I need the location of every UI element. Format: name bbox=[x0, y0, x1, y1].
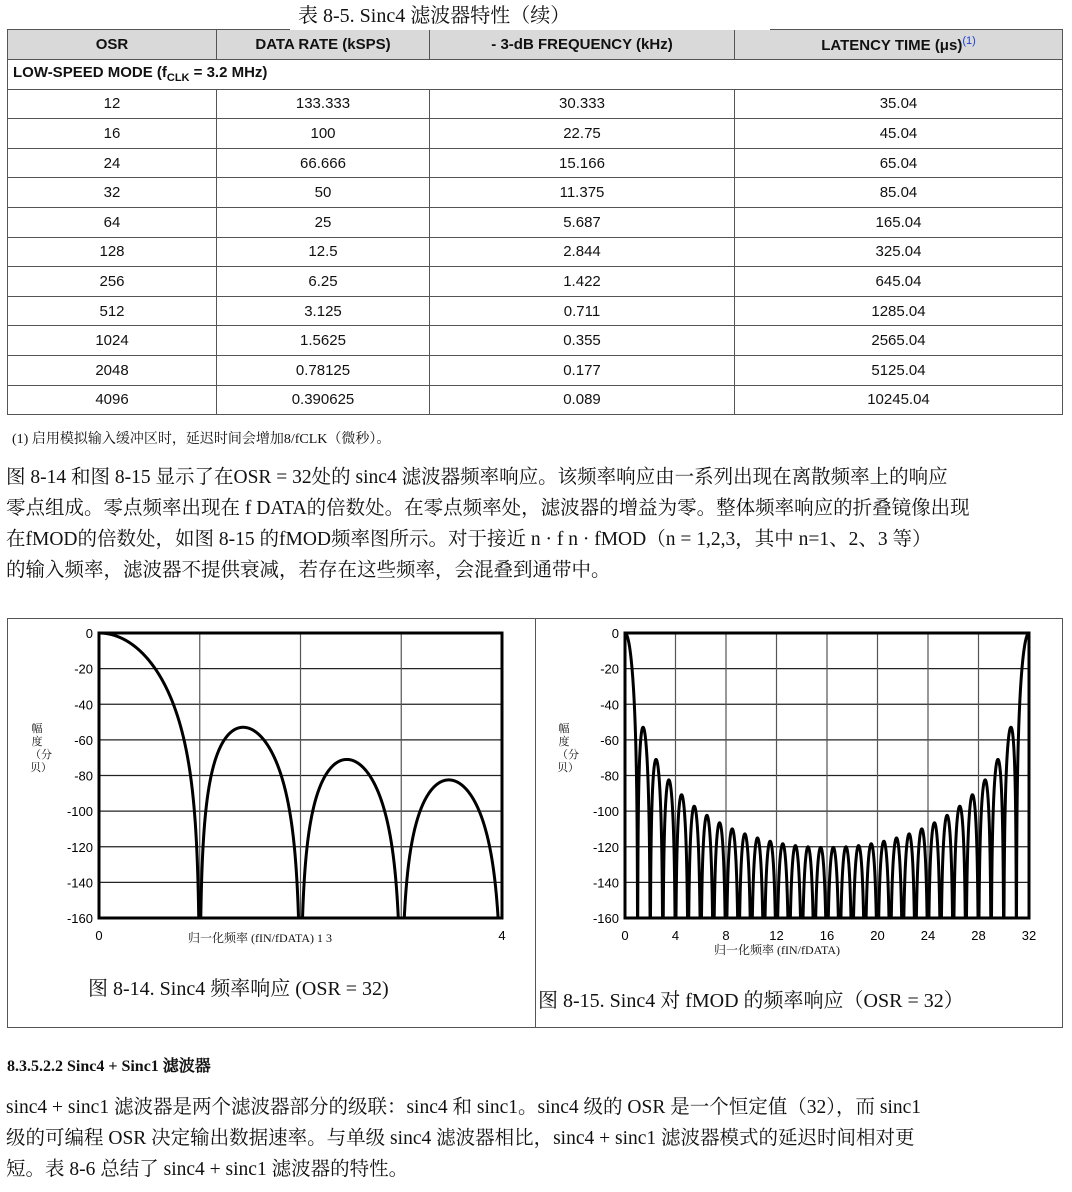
x-tick-label: 0 bbox=[621, 928, 629, 943]
table-row bbox=[8, 385, 1063, 415]
table-cell: 25 bbox=[217, 207, 430, 237]
chart-fig-8-14 bbox=[0, 620, 535, 950]
chart-fig-8-15 bbox=[536, 620, 1072, 950]
table-cell: 100 bbox=[217, 119, 430, 149]
table-row bbox=[8, 237, 1063, 267]
figure-caption: 图 8-15. Sinc4 对 fMOD 的频率响应（OSR = 32） bbox=[538, 990, 964, 1012]
y-tick-label: -100 bbox=[592, 804, 619, 820]
x-axis-label: 归一化频率 (fIN/fDATA) 1 3 bbox=[188, 931, 333, 945]
table-row bbox=[8, 296, 1063, 326]
paragraph-frequency-response bbox=[6, 462, 1068, 586]
figure-caption: 图 8-14. Sinc4 频率响应 (OSR = 32) bbox=[88, 978, 389, 1000]
table-cell: 0.711 bbox=[430, 296, 735, 326]
y-tick-label: -160 bbox=[592, 911, 619, 926]
table-cell: 65.04 bbox=[735, 148, 1063, 178]
sinc4-spec-table bbox=[7, 29, 1063, 415]
table-cell: 45.04 bbox=[735, 119, 1063, 149]
table-cell: 12.5 bbox=[217, 237, 430, 267]
table-cell: 35.04 bbox=[735, 89, 1063, 119]
header-latency-label: LATENCY TIME (μs) bbox=[821, 37, 963, 54]
y-tick-label: -100 bbox=[66, 804, 93, 820]
y-tick-label: -140 bbox=[592, 875, 619, 891]
table-cell: 1285.04 bbox=[735, 296, 1063, 326]
table-cell: 256 bbox=[8, 267, 217, 297]
y-tick-label: -80 bbox=[74, 768, 93, 784]
table-cell: 128 bbox=[8, 237, 217, 267]
table-row bbox=[8, 355, 1063, 385]
y-tick-label: -40 bbox=[600, 697, 619, 713]
y-tick-label: -120 bbox=[592, 839, 619, 855]
table-cell: 11.375 bbox=[430, 178, 735, 208]
table-cell: 5125.04 bbox=[735, 355, 1063, 385]
x-tick-label: 20 bbox=[870, 928, 885, 943]
table-cell: 30.333 bbox=[430, 89, 735, 119]
x-tick-label: 4 bbox=[498, 928, 506, 943]
mode-label: LOW-SPEED MODE ($f_{CLK} = 3.2$ MHz) bbox=[8, 60, 1063, 90]
paragraph-sinc4-sinc1 bbox=[6, 1092, 1068, 1185]
table-cell: 24 bbox=[8, 148, 217, 178]
table-cell: 15.166 bbox=[430, 148, 735, 178]
table-cell: 2.844 bbox=[430, 237, 735, 267]
table-cell: 0.089 bbox=[430, 385, 735, 415]
table-cell: 325.04 bbox=[735, 237, 1063, 267]
header-latency bbox=[735, 30, 1063, 60]
table-footnote: (1) 启用模拟输入缓冲区时，延迟时间会增加8/fCLK（微秒）。 bbox=[12, 432, 391, 447]
table-cell: 85.04 bbox=[735, 178, 1063, 208]
x-tick-label: 28 bbox=[971, 928, 986, 943]
table-title: 表 8-5. Sinc4 滤波器特性（续） bbox=[290, 2, 770, 30]
table-cell: 50 bbox=[217, 178, 430, 208]
table-cell: 165.04 bbox=[735, 207, 1063, 237]
table-cell: 66.666 bbox=[217, 148, 430, 178]
table-header-row bbox=[8, 30, 1063, 60]
y-axis-label: 幅度（分贝） bbox=[30, 722, 52, 774]
table-cell: 32 bbox=[8, 178, 217, 208]
paragraph-line: 的输入频率，滤波器不提供衰减，若存在这些频率，会混叠到通带中。 bbox=[6, 560, 611, 581]
table-cell: 0.355 bbox=[430, 326, 735, 356]
y-tick-label: 0 bbox=[85, 626, 93, 641]
x-tick-label: 32 bbox=[1021, 928, 1037, 943]
x-tick-label: 0 bbox=[95, 928, 103, 943]
y-axis-label: 幅度（分贝） bbox=[557, 722, 579, 774]
table-row bbox=[8, 89, 1063, 119]
table-cell: 133.333 bbox=[217, 89, 430, 119]
x-tick-label: 12 bbox=[769, 928, 784, 943]
section-heading: 8.3.5.2.2 Sinc4 + Sinc1 滤波器 bbox=[7, 1058, 211, 1075]
y-tick-label: -20 bbox=[600, 661, 619, 677]
x-tick-label: 4 bbox=[671, 928, 680, 943]
table-cell: 0.390625 bbox=[217, 385, 430, 415]
table-row bbox=[8, 207, 1063, 237]
header-data-rate: DATA RATE (kSPS) bbox=[217, 30, 430, 60]
paragraph-line: 在fMOD的倍数处，如图 8-15 的fMOD频率图所示。对于接近 n · f n · fMOD（n = 1,2,3，其中 n=1、2、3 等） bbox=[6, 529, 932, 550]
table-cell: 4096 bbox=[8, 385, 217, 415]
x-axis-label: 归一化频率 (fIN/fDATA) bbox=[714, 943, 841, 957]
y-tick-label: -20 bbox=[74, 661, 93, 677]
table-row bbox=[8, 148, 1063, 178]
x-tick-label: 24 bbox=[920, 928, 936, 943]
table-cell: 1.5625 bbox=[217, 326, 430, 356]
paragraph-line: 级的可编程 OSR 决定输出数据速率。与单级 sinc4 滤波器相比，sinc4 + sinc1 滤波器模式的延迟时间相对更 bbox=[6, 1128, 915, 1149]
x-tick-label: 8 bbox=[722, 928, 730, 943]
table-cell: 6.25 bbox=[217, 267, 430, 297]
x-tick-label: 16 bbox=[819, 928, 835, 943]
table-cell: 3.125 bbox=[217, 296, 430, 326]
table-cell: 0.177 bbox=[430, 355, 735, 385]
table-cell: 64 bbox=[8, 207, 217, 237]
table-cell: 2565.04 bbox=[735, 326, 1063, 356]
y-tick-label: -40 bbox=[74, 697, 93, 713]
table-cell: 645.04 bbox=[735, 267, 1063, 297]
table-cell: 2048 bbox=[8, 355, 217, 385]
table-row bbox=[8, 178, 1063, 208]
table-row bbox=[8, 267, 1063, 297]
y-tick-label: -80 bbox=[600, 768, 619, 784]
table-cell: 5.687 bbox=[430, 207, 735, 237]
y-tick-label: 0 bbox=[611, 626, 619, 641]
header-3db-frequency: - 3-dB FREQUENCY (kHz) bbox=[430, 30, 735, 60]
paragraph-line: 零点组成。零点频率出现在 f DATA的倍数处。在零点频率处，滤波器的增益为零。整体频率响应的折叠镜像出现 bbox=[6, 498, 970, 519]
paragraph-line: 短。表 8-6 总结了 sinc4 + sinc1 滤波器的特性。 bbox=[6, 1159, 409, 1180]
paragraph-line: sinc4 + sinc1 滤波器是两个滤波器部分的级联：sinc4 和 sinc1。sinc4 级的 OSR 是一个恒定值（32），而 sinc1 bbox=[6, 1097, 922, 1118]
y-tick-label: -60 bbox=[600, 732, 619, 748]
table-row bbox=[8, 119, 1063, 149]
table-cell: 512 bbox=[8, 296, 217, 326]
table-cell: 1024 bbox=[8, 326, 217, 356]
footnote-ref-link[interactable]: (1) bbox=[962, 35, 976, 47]
table-cell: 16 bbox=[8, 119, 217, 149]
table-cell: 12 bbox=[8, 89, 217, 119]
mode-row bbox=[8, 60, 1063, 90]
table-row bbox=[8, 326, 1063, 356]
table-cell: 0.78125 bbox=[217, 355, 430, 385]
y-tick-label: -60 bbox=[74, 732, 93, 748]
y-tick-label: -120 bbox=[66, 839, 93, 855]
table-cell: 1.422 bbox=[430, 267, 735, 297]
y-tick-label: -160 bbox=[66, 911, 93, 926]
y-tick-label: -140 bbox=[66, 875, 93, 891]
table-cell: 22.75 bbox=[430, 119, 735, 149]
table-cell: 10245.04 bbox=[735, 385, 1063, 415]
header-osr: OSR bbox=[8, 30, 217, 60]
paragraph-line: 图 8-14 和图 8-15 显示了在OSR = 32处的 sinc4 滤波器频率响应。该频率响应由一系列出现在离散频率上的响应 bbox=[6, 467, 948, 488]
